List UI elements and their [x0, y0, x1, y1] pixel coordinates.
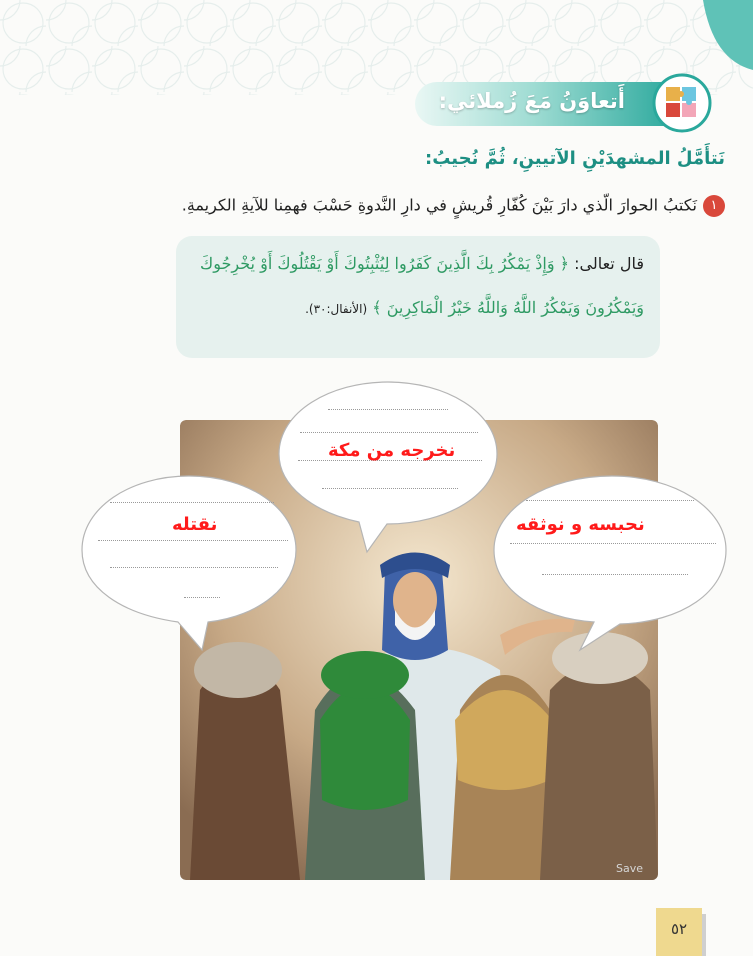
question-text: نَكتبُ الحوارَ الّذي دارَ بَيْنَ كُفّارِ قُريشٍ في دارِ النَّدوةِ حَسْبَ فهمِنا للآيةِ الكريمةِ. — [181, 195, 697, 215]
puzzle-icon — [652, 73, 712, 133]
page-number-box — [656, 908, 702, 956]
writing-line — [300, 432, 478, 433]
section-banner — [415, 82, 677, 126]
writing-line — [322, 488, 458, 489]
verse-reference: (الأنفال:٣٠). — [305, 302, 368, 316]
answer-middle: نخرجه من مكة — [328, 440, 456, 461]
writing-line — [110, 567, 278, 568]
writing-line — [526, 500, 694, 501]
question-1 — [182, 195, 725, 217]
speech-bubble-left — [78, 472, 300, 652]
verse-line-2 — [305, 298, 644, 317]
writing-line — [98, 540, 288, 541]
verse-intro: قال تعالى: — [574, 254, 644, 273]
question-number-badge: ١ — [703, 195, 725, 217]
speech-bubble-middle — [275, 378, 501, 556]
verse-line-1 — [200, 254, 644, 273]
instruction-text: نَتأَمَّلُ المشهدَيْنِ الآتيينِ، ثُمَّ نُجيبُ: — [425, 148, 725, 169]
speech-bubble-right — [490, 472, 730, 652]
verse-text-2: وَيَمْكُرُونَ وَيَمْكُرُ اللَّهُ وَاللَّهُ خَيْرُ الْمَاكِرِينَ ﴾ — [372, 298, 644, 317]
page-number: ٥٢ — [670, 920, 688, 938]
writing-line — [542, 574, 688, 575]
writing-line — [110, 502, 274, 503]
answer-left: نقتله — [172, 514, 218, 535]
writing-line — [510, 543, 716, 544]
verse-text-1: ﴿ وَإِذْ يَمْكُرُ بِكَ الَّذِينَ كَفَرُوا لِيُثْبِتُوكَ أَوْ يَقْتُلُوكَ أَوْ يُخْرِجُوكَ — [200, 254, 570, 273]
answer-right: نحبسه و نوثقه — [516, 514, 645, 535]
save-watermark: Save — [616, 862, 644, 875]
writing-line — [328, 409, 448, 410]
writing-line — [184, 597, 220, 598]
banner-title: أَتعاوَنُ مَعَ زُملائي: — [438, 89, 625, 113]
verse-box — [176, 236, 660, 358]
